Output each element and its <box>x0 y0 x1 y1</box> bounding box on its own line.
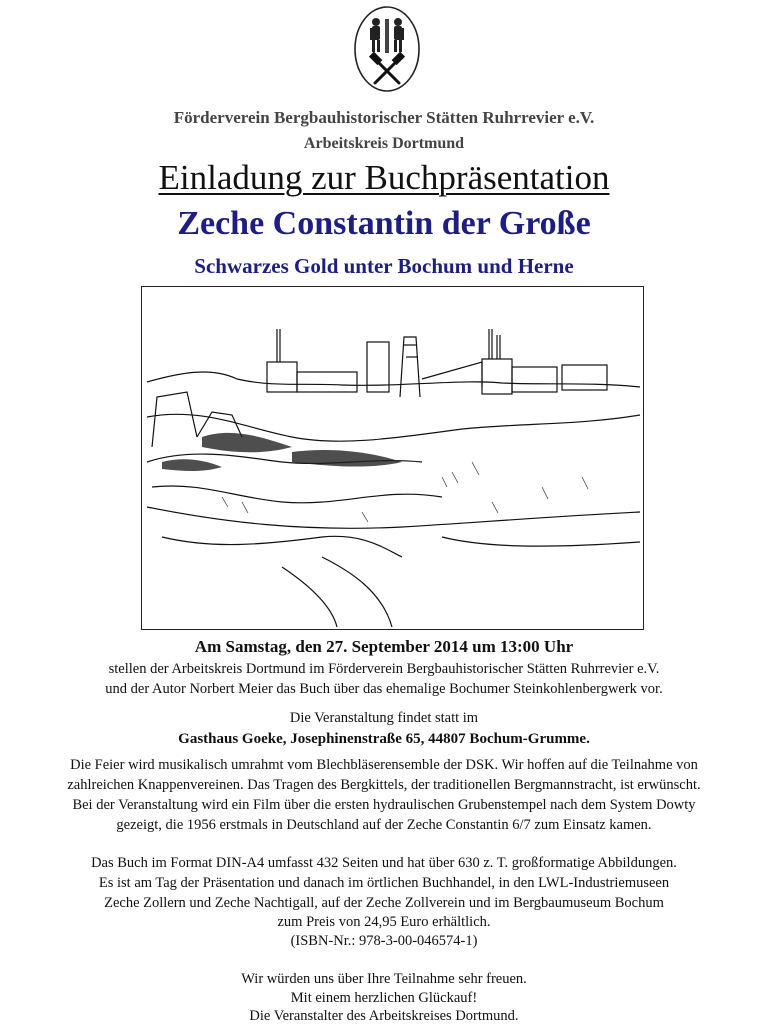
colliery-sketch-icon <box>142 287 644 630</box>
details-line-1: Die Feier wird musikalisch umrahmt vom Blechbläserensemble der DSK. Wir hoffen auf die Teilnahme von <box>70 757 698 773</box>
book-title: Zeche Constantin der Große <box>177 205 591 242</box>
book-line-3: Zeche Zollern und Zeche Nachtigall, auf der Zeche Zollverein und im Bergbaumuseum Bochum <box>104 895 664 911</box>
closing-line-2: Mit einem herzlichen Glückauf! <box>290 990 478 1006</box>
details-line-3: Bei der Veranstaltung wird ein Film über die ersten hydraulischen Grubenstempel nach dem System Dowty <box>72 797 696 813</box>
isbn: (ISBN-Nr.: 978-3-00-046574-1) <box>290 933 478 949</box>
book-subtitle: Schwarzes Gold unter Bochum und Herne <box>194 254 574 278</box>
book-line-2: Es ist am Tag der Präsentation und danach im örtlichen Buchhandel, in den LWL-Industriemuseen <box>98 875 670 891</box>
closing-line-1: Wir würden uns über Ihre Teilnahme sehr freuen. <box>241 971 527 987</box>
closing-line-3: Die Veranstalter des Arbeitskreises Dortmund. <box>249 1008 519 1024</box>
book-line-4: zum Preis von 24,95 Euro erhältlich. <box>277 914 491 930</box>
intro-line-2: und der Autor Norbert Meier das Buch über das ehemalige Bochumer Steinkohlenbergwerk vor. <box>105 681 663 697</box>
colliery-illustration <box>141 286 644 630</box>
venue-address: Gasthaus Goeke, Josephinenstraße 65, 44807 Bochum-Grumme. <box>178 731 590 747</box>
intro-line-1: stellen der Arbeitskreis Dortmund im Förderverein Bergbauhistorischer Stätten Ruhrrevier e.V. <box>108 661 660 677</box>
book-line-1: Das Buch im Format DIN-A4 umfasst 432 Seiten und hat über 630 z. T. großformatige Abbildungen. <box>91 855 677 871</box>
details-line-2: zahlreichen Knappenvereinen. Das Tragen des Bergkittels, der traditionellen Bergmannstracht, ist erwünscht. <box>67 777 701 793</box>
working-group-name: Arbeitskreis Dortmund <box>303 135 465 152</box>
miners-emblem-icon <box>353 5 421 93</box>
venue-intro: Die Veranstaltung findet statt im <box>289 710 479 726</box>
details-line-4: gezeigt, die 1956 erstmals in Deutschland auf der Zeche Constantin 6/7 zum Einsatz kamen. <box>116 817 652 833</box>
event-date: Am Samstag, den 27. September 2014 um 13:00 Uhr <box>194 637 574 656</box>
organization-name: Förderverein Bergbauhistorischer Stätten Ruhrrevier e.V. <box>173 108 595 127</box>
invitation-title: Einladung zur Buchpräsentation <box>158 158 610 197</box>
